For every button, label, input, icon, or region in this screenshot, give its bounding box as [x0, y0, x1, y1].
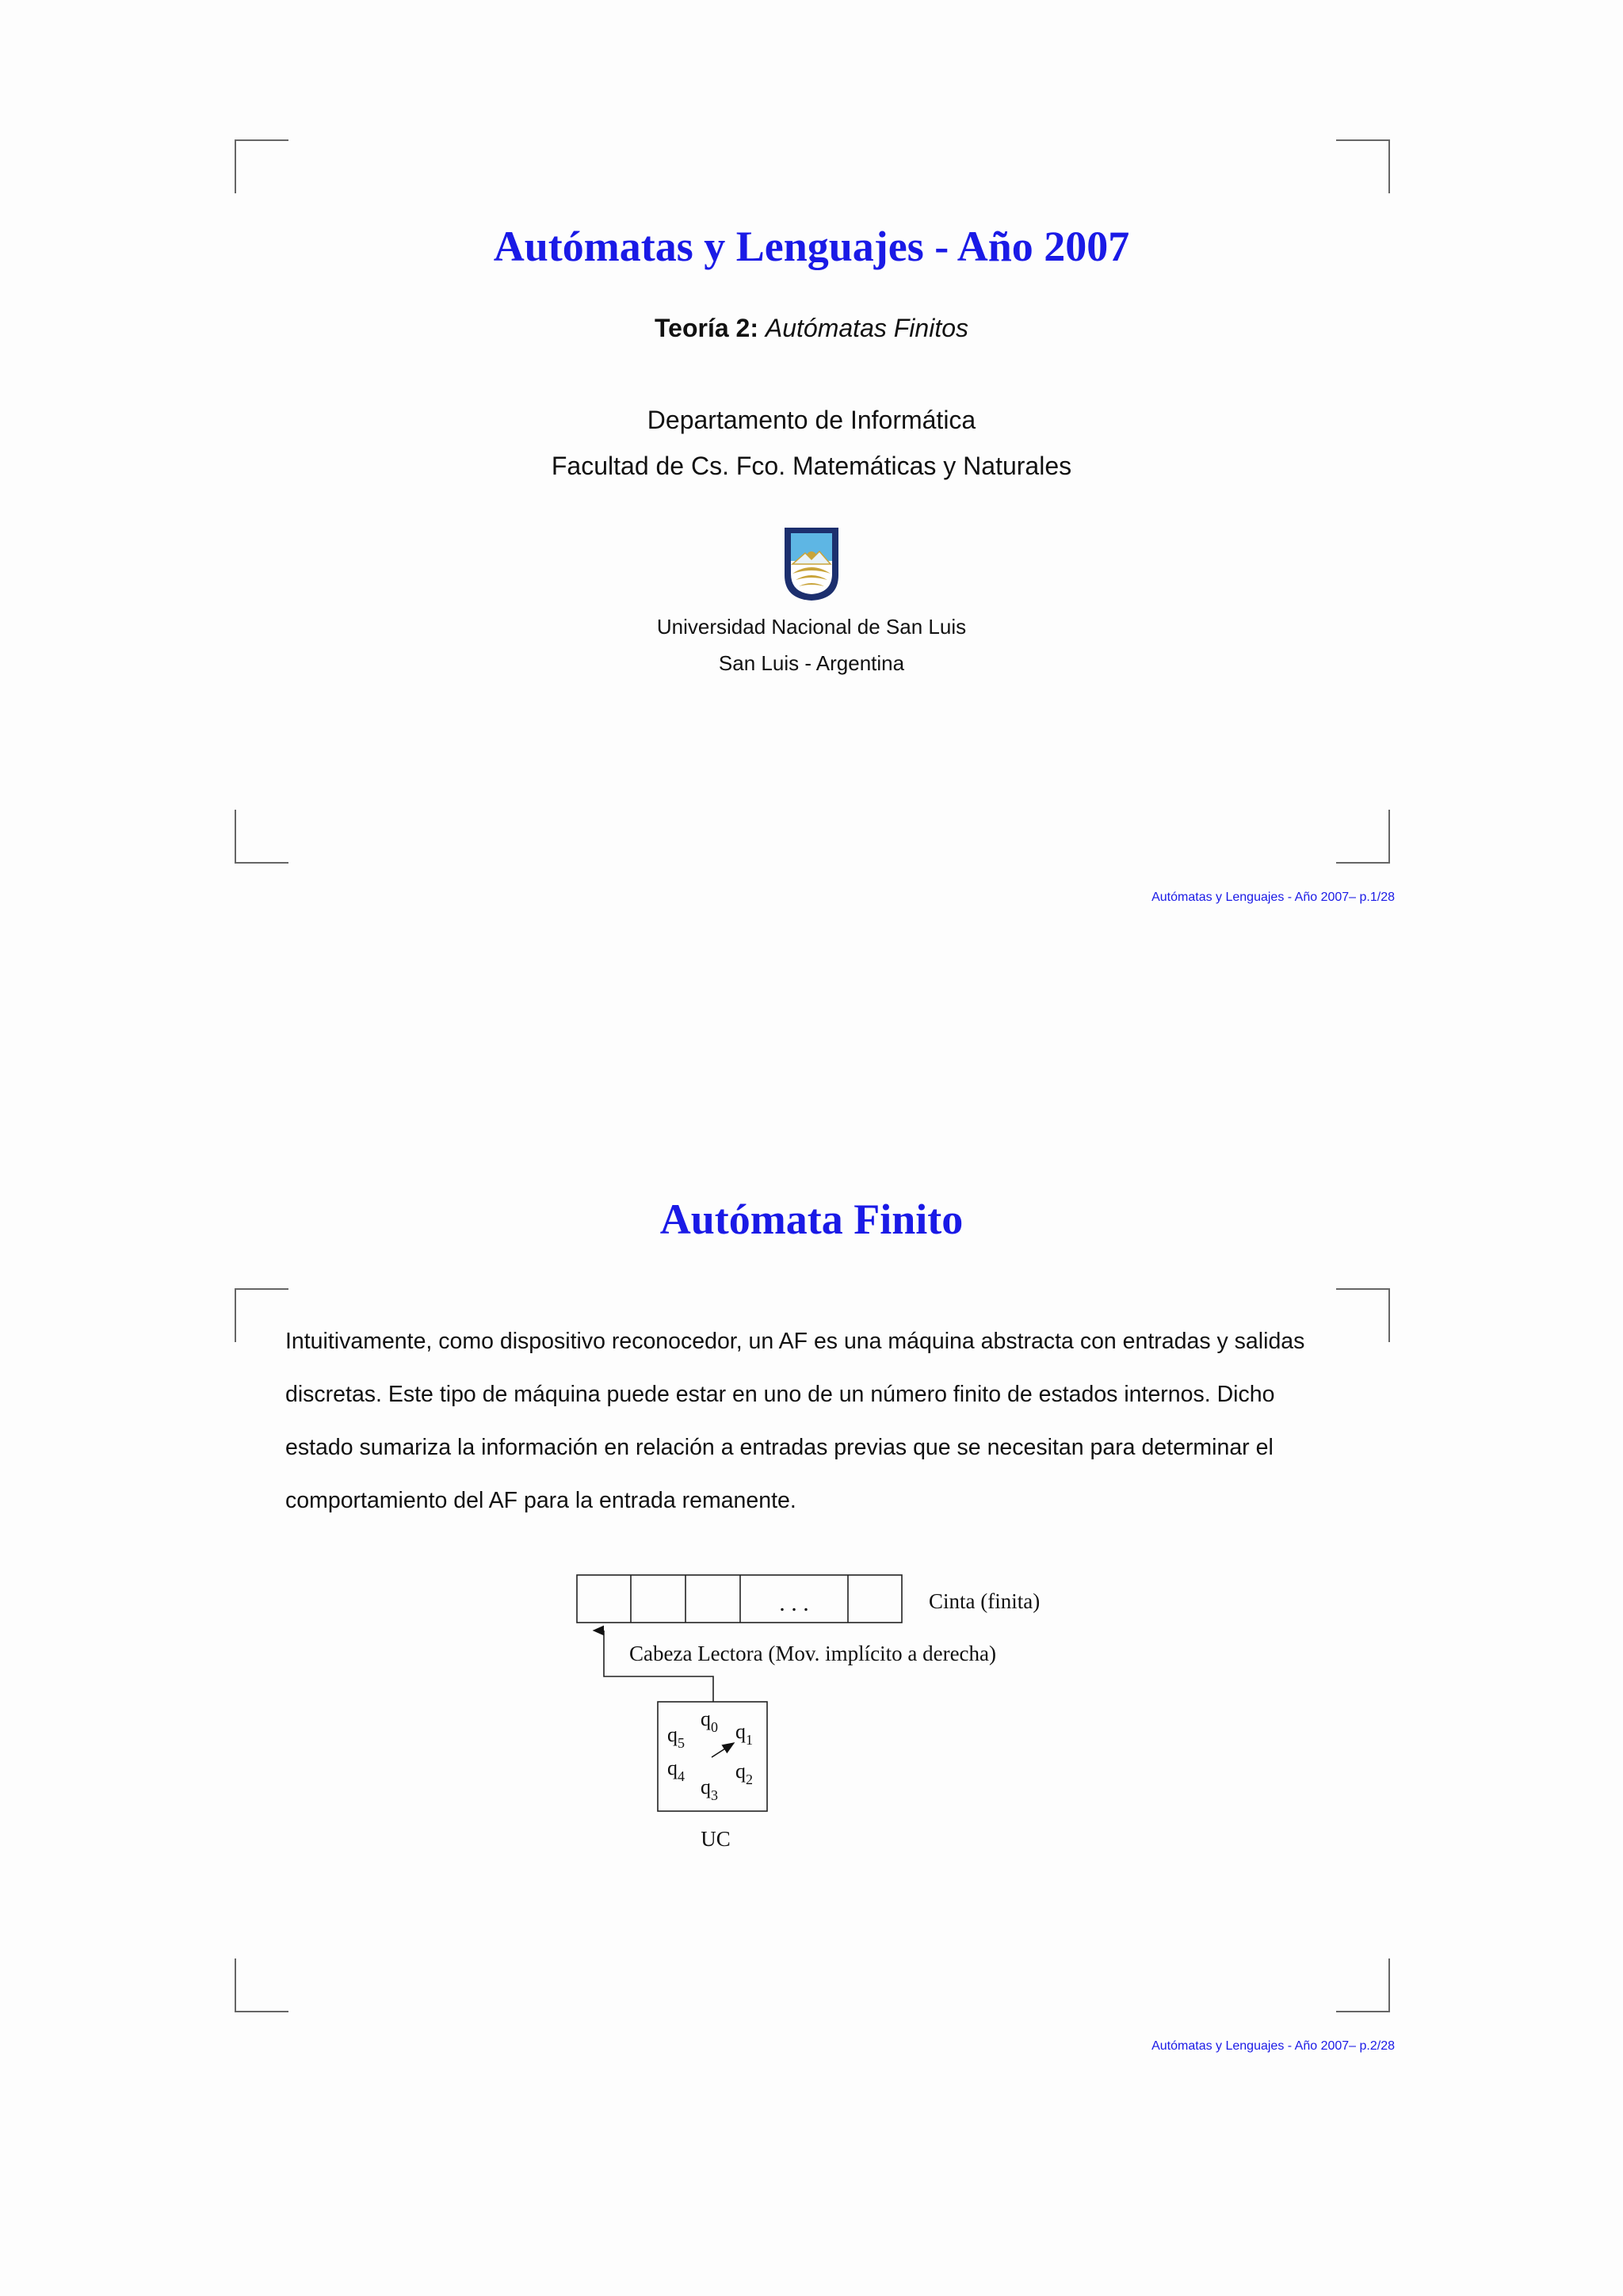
reading-head-arrow	[604, 1630, 713, 1702]
crop-mark	[235, 1958, 288, 2012]
paragraph-line: estado sumariza la información en relación a entradas previas que se necesitan para determinar el	[285, 1435, 1274, 1460]
university-name: Universidad Nacional de San Luis	[656, 615, 967, 639]
subtitle-label: Teoría 2:	[655, 314, 758, 342]
state-q0: $q_0$	[701, 1707, 718, 1735]
subtitle-topic: Autómatas Finitos	[765, 314, 968, 342]
paragraph-line: comportamiento del AF para la entrada remanente.	[285, 1488, 796, 1513]
crop-mark	[235, 139, 288, 193]
tape-label: Cinta (finita)	[929, 1589, 1041, 1613]
current-state-pointer-icon	[712, 1743, 734, 1757]
crop-mark	[1336, 1288, 1390, 1342]
state-q1: $q_1$	[735, 1720, 753, 1748]
control-unit-label: UC	[701, 1827, 731, 1851]
crop-mark	[1336, 810, 1390, 864]
crop-mark	[1336, 1958, 1390, 2012]
state-q3: $q_3$	[701, 1775, 718, 1803]
paragraph-line: discretas. Este tipo de máquina puede estar en uno de un número finito de estados internos. Dicho	[285, 1382, 1275, 1407]
tape-frame	[577, 1575, 902, 1623]
page-footer: Autómatas y Lenguajes - Año 2007– p.2/28	[1151, 2039, 1395, 2053]
control-unit-box	[658, 1702, 767, 1811]
paragraph-line: Intuitivamente, como dispositivo reconocedor, un AF es una máquina abstracta con entradas y salidas	[285, 1329, 1305, 1354]
university-shield-icon	[781, 526, 842, 602]
university-logo	[781, 526, 842, 602]
slide-title: Autómatas y Lenguajes - Año 2007	[493, 223, 1130, 270]
state-q5: $q_5$	[667, 1723, 685, 1751]
state-q2: $q_2$	[735, 1760, 753, 1787]
page-footer: Autómatas y Lenguajes - Año 2007– p.1/28	[1151, 891, 1395, 904]
faculty-line: Facultad de Cs. Fco. Matemáticas y Naturales	[551, 452, 1072, 480]
university-location: San Luis - Argentina	[718, 651, 905, 675]
state-q4: $q_4$	[667, 1756, 685, 1784]
crop-mark	[1336, 139, 1390, 193]
slide-subtitle	[0, 314, 1623, 343]
reading-head-label: Cabeza Lectora (Mov. implícito a derecha)	[629, 1642, 997, 1665]
crop-mark	[235, 1288, 288, 1342]
tape-ellipsis: . . .	[779, 1590, 809, 1616]
state-labels	[667, 1707, 753, 1803]
crop-mark	[235, 810, 288, 864]
intro-paragraph	[285, 1315, 1316, 1527]
slide-title: Autómata Finito	[659, 1196, 964, 1243]
department-line: Departamento de Informática	[647, 406, 976, 434]
tape	[577, 1575, 902, 1623]
